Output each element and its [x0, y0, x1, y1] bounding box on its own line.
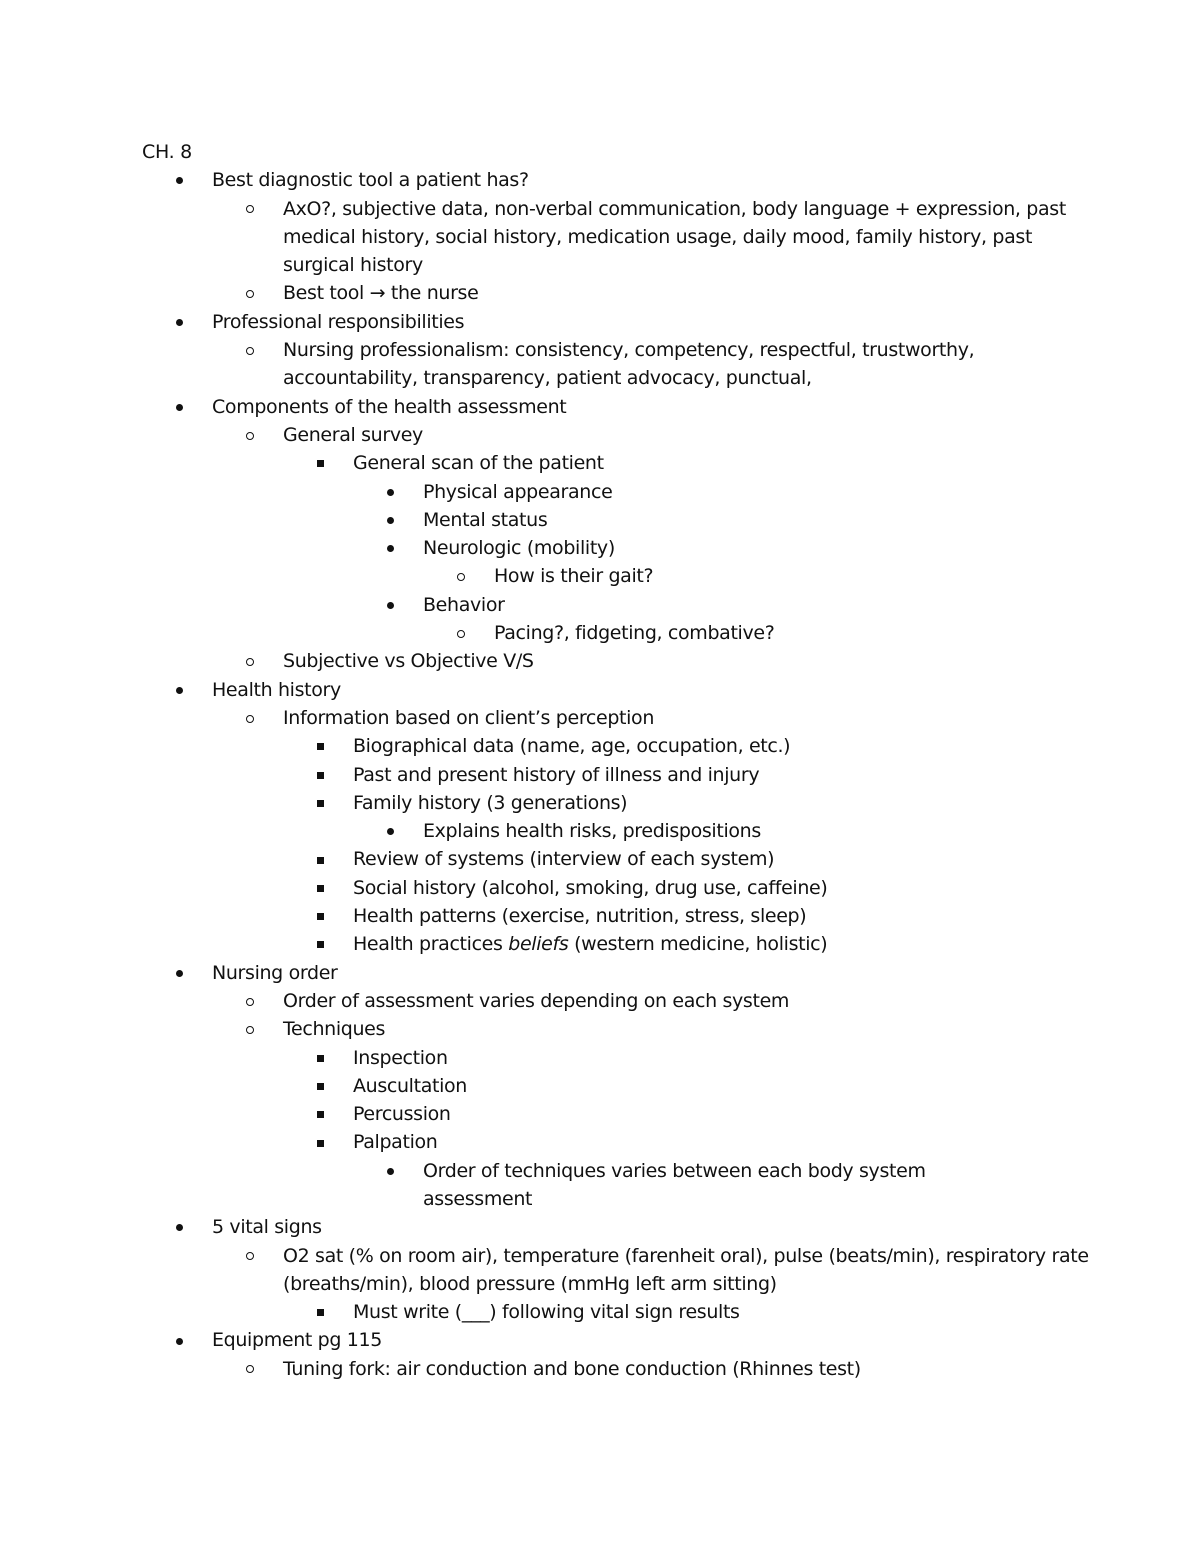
square-bullet-icon: [313, 930, 327, 958]
list-item: Percussion: [142, 1100, 1082, 1128]
disc-bullet-icon: [383, 817, 397, 845]
list-item: Information based on client’s perception: [142, 704, 1082, 732]
list-item: Professional responsibilities: [142, 308, 1082, 336]
circle-bullet-icon: [454, 562, 468, 590]
disc-bullet-icon: [172, 393, 186, 421]
list-item: Must write (___) following vital sign results: [142, 1298, 1082, 1326]
list-item: Health patterns (exercise, nutrition, stress, sleep): [142, 902, 1082, 930]
list-item: Auscultation: [142, 1072, 1082, 1100]
disc-bullet-icon: [383, 478, 397, 506]
disc-bullet-icon: [383, 591, 397, 619]
list-item: Behavior: [142, 591, 1082, 619]
disc-bullet-icon: [383, 1157, 397, 1185]
list-item: O2 sat (% on room air), temperature (farenheit oral), pulse (beats/min), respiratory rate (breaths/min), blood pressure (mmHg left arm sitting): [142, 1242, 1123, 1299]
list-item: Tuning fork: air conduction and bone conduction (Rhinnes test): [142, 1355, 1082, 1383]
list-item: Review of systems (interview of each system): [142, 845, 1082, 873]
disc-bullet-icon: [172, 1213, 186, 1241]
disc-bullet-icon: [172, 959, 186, 987]
list-item: Explains health risks, predispositions: [142, 817, 1082, 845]
square-bullet-icon: [313, 761, 327, 789]
circle-bullet-icon: [243, 195, 257, 223]
list-item: Techniques: [142, 1015, 1082, 1043]
disc-bullet-icon: [172, 166, 186, 194]
list-item: Components of the health assessment: [142, 393, 1082, 421]
list-item: Inspection: [142, 1044, 1082, 1072]
list-item: AxO?, subjective data, non-verbal communication, body language + expression, past medical history, social history, medication usage, daily mood, family history, past surgical history: [142, 195, 1082, 280]
circle-bullet-icon: [243, 1355, 257, 1383]
square-bullet-icon: [313, 845, 327, 873]
square-bullet-icon: [313, 902, 327, 930]
square-bullet-icon: [313, 874, 327, 902]
circle-bullet-icon: [243, 704, 257, 732]
list-item: Social history (alcohol, smoking, drug use, caffeine): [142, 874, 1082, 902]
list-item: General survey: [142, 421, 1082, 449]
circle-bullet-icon: [243, 647, 257, 675]
square-bullet-icon: [313, 732, 327, 760]
list-item: Neurologic (mobility): [142, 534, 1082, 562]
circle-bullet-icon: [454, 619, 468, 647]
list-item: General scan of the patient: [142, 449, 1082, 477]
list-item: Equipment pg 115: [142, 1326, 1082, 1354]
list-item: Order of assessment varies depending on each system: [142, 987, 1082, 1015]
list-item: Mental status: [142, 506, 1082, 534]
list-item: Best tool → the nurse: [142, 279, 1082, 307]
page-title: CH. 8: [142, 141, 192, 163]
square-bullet-icon: [313, 789, 327, 817]
disc-bullet-icon: [383, 506, 397, 534]
list-item: Nursing order: [142, 959, 1082, 987]
disc-bullet-icon: [172, 1326, 186, 1354]
square-bullet-icon: [313, 1072, 327, 1100]
square-bullet-icon: [313, 1128, 327, 1156]
list-item: Health history: [142, 676, 1082, 704]
circle-bullet-icon: [243, 987, 257, 1015]
list-item: Palpation: [142, 1128, 1082, 1156]
square-bullet-icon: [313, 1298, 327, 1326]
square-bullet-icon: [313, 449, 327, 477]
list-item: Health practices beliefs (western medicine, holistic): [142, 930, 1082, 958]
circle-bullet-icon: [243, 421, 257, 449]
list-item: 5 vital signs: [142, 1213, 1082, 1241]
list-item: Subjective vs Objective V/S: [142, 647, 1082, 675]
list-item: Past and present history of illness and injury: [142, 761, 1082, 789]
document-page: [142, 138, 1089, 1383]
disc-bullet-icon: [383, 534, 397, 562]
square-bullet-icon: [313, 1100, 327, 1128]
list-item: Family history (3 generations): [142, 789, 1082, 817]
list-item: Physical appearance: [142, 478, 1082, 506]
list-item: Pacing?, fidgeting, combative?: [142, 619, 1082, 647]
disc-bullet-icon: [172, 308, 186, 336]
circle-bullet-icon: [243, 336, 257, 364]
circle-bullet-icon: [243, 279, 257, 307]
list-item: How is their gait?: [142, 562, 1082, 590]
square-bullet-icon: [313, 1044, 327, 1072]
list-item: Order of techniques varies between each body system assessment: [142, 1157, 943, 1214]
list-item: Best diagnostic tool a patient has?: [142, 166, 1082, 194]
circle-bullet-icon: [243, 1242, 257, 1270]
list-item: Nursing professionalism: consistency, competency, respectful, trustworthy, accountability, transparency, patient advocacy, punctual,: [142, 336, 1082, 393]
circle-bullet-icon: [243, 1015, 257, 1043]
list-item: Biographical data (name, age, occupation, etc.): [142, 732, 1082, 760]
disc-bullet-icon: [172, 676, 186, 704]
